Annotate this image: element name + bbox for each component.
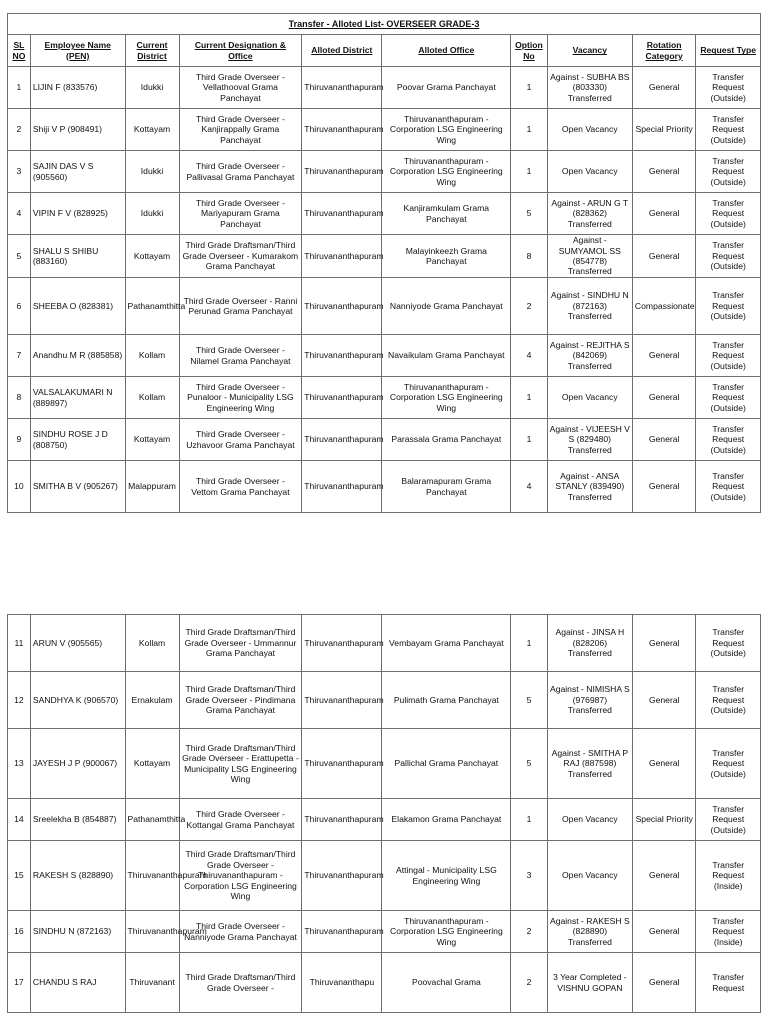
sl-no-header: SL NO: [8, 35, 31, 67]
employee-name-cell: SHALU S SHIBU (883160): [30, 235, 125, 278]
table-row: [8, 953, 761, 1013]
alloted-district-cell: Thiruvananthapuram: [302, 729, 382, 799]
current-district-cell: Kottayam: [125, 109, 179, 151]
employee-name-cell: VALSALAKUMARI N (889897): [30, 377, 125, 419]
table-row: [8, 672, 761, 729]
table-row: [8, 278, 761, 335]
current-designation-header: Current Designation & Office: [179, 35, 302, 67]
rotation-category-cell: General: [633, 841, 696, 911]
rotation-category-cell: General: [633, 911, 696, 953]
table-row: [8, 419, 761, 461]
option-no-cell: 1: [511, 419, 547, 461]
employee-name-cell: SHEEBA O (828381): [30, 278, 125, 335]
alloted-district-cell: Thiruvananthapuram: [302, 193, 382, 235]
alloted-district-cell: Thiruvananthapuram: [302, 799, 382, 841]
current-designation-cell: Third Grade Overseer - Nilamel Grama Panchayat: [179, 335, 302, 377]
employee-name-cell: LIJIN F (833576): [30, 67, 125, 109]
current-designation-cell: Third Grade Overseer - Pallivasal Grama Panchayat: [179, 151, 302, 193]
sl-no-cell: 14: [8, 799, 31, 841]
sl-no-cell: 16: [8, 911, 31, 953]
rotation-category-cell: Special Priority: [633, 799, 696, 841]
request-type-cell: Transfer Request (Outside): [696, 193, 761, 235]
rotation-category-cell: General: [632, 193, 695, 235]
vacancy-cell: Against - SINDHU N (872163) Transferred: [547, 278, 632, 335]
table-row: [8, 377, 761, 419]
current-designation-cell: Third Grade Overseer - Uzhavoor Grama Panchayat: [179, 419, 302, 461]
rotation-category-header: Rotation Category: [632, 35, 695, 67]
alloted-district-cell: Thiruvananthapuram: [302, 461, 382, 513]
alloted-district-cell: Thiruvananthapu: [302, 953, 382, 1013]
rotation-category-cell: Special Priority: [632, 109, 695, 151]
allotment-table-1: [7, 13, 761, 513]
current-designation-cell: Third Grade Overseer - Mariyapuram Grama Panchayat: [179, 193, 302, 235]
alloted-district-header: Alloted District: [302, 35, 382, 67]
request-type-cell: Transfer Request (Outside): [696, 151, 761, 193]
vacancy-cell: Open Vacancy: [547, 377, 632, 419]
alloted-office-cell: Thiruvananthapuram - Corporation LSG Engineering Wing: [382, 109, 511, 151]
rotation-category-cell: General: [632, 461, 695, 513]
rotation-category-cell: General: [632, 335, 695, 377]
current-district-cell: Pathanamthitta: [125, 278, 179, 335]
employee-name-cell: SINDHU N (872163): [30, 911, 125, 953]
employee-name-cell: Sreelekha B (854887): [30, 799, 125, 841]
vacancy-cell: 3 Year Completed - VISHNU GOPAN: [547, 953, 632, 1013]
option-no-cell: 3: [511, 841, 547, 911]
alloted-district-cell: Thiruvananthapuram: [302, 672, 382, 729]
rotation-category-cell: General: [632, 151, 695, 193]
alloted-office-cell: Vembayam Grama Panchayat: [382, 615, 511, 672]
table-body-2: [8, 615, 761, 1013]
request-type-cell: Transfer Request (Outside): [696, 377, 761, 419]
alloted-district-cell: Thiruvananthapuram: [302, 235, 382, 278]
sl-no-cell: 2: [8, 109, 31, 151]
current-designation-cell: Third Grade Draftsman/Third Grade Overseer -: [179, 953, 302, 1013]
employee-name-cell: JAYESH J P (900067): [30, 729, 125, 799]
table-row: [8, 461, 761, 513]
alloted-district-cell: Thiruvananthapuram: [302, 151, 382, 193]
employee-name-cell: Shiji V P (908491): [30, 109, 125, 151]
current-district-cell: Idukki: [125, 67, 179, 109]
option-no-header: Option No: [511, 35, 547, 67]
current-district-cell: Malappuram: [125, 461, 179, 513]
current-designation-cell: Third Grade Draftsman/Third Grade Overseer - Pindimana Grama Panchayat: [179, 672, 302, 729]
sl-no-cell: 12: [8, 672, 31, 729]
sl-no-cell: 17: [8, 953, 31, 1013]
table-row: [8, 235, 761, 278]
option-no-cell: 4: [511, 335, 547, 377]
vacancy-cell: Against - VIJEESH V S (829480) Transferred: [547, 419, 632, 461]
vacancy-cell: Open Vacancy: [547, 151, 632, 193]
sl-no-cell: 3: [8, 151, 31, 193]
current-designation-cell: Third Grade Overseer - Kanjirappally Grama Panchayat: [179, 109, 302, 151]
current-district-cell: Kottayam: [125, 729, 179, 799]
sl-no-cell: 1: [8, 67, 31, 109]
employee-name-cell: SAJIN DAS V S (905560): [30, 151, 125, 193]
option-no-cell: 1: [511, 67, 547, 109]
vacancy-cell: Against - SUMYAMOL SS (854778) Transferred: [547, 235, 632, 278]
header-row: [8, 35, 761, 67]
current-designation-cell: Third Grade Overseer - Punaloor - Municipality LSG Engineering Wing: [179, 377, 302, 419]
alloted-office-cell: Navaikulam Grama Panchayat: [382, 335, 511, 377]
alloted-office-cell: Balaramapuram Grama Panchayat: [382, 461, 511, 513]
request-type-cell: Transfer Request (Inside): [696, 911, 761, 953]
table-row: [8, 193, 761, 235]
option-no-cell: 2: [511, 953, 547, 1013]
vacancy-cell: Against - SMITHA P RAJ (887598) Transferred: [547, 729, 632, 799]
table-row: [8, 841, 761, 911]
current-district-cell: Thiruvananthapuram: [125, 841, 179, 911]
employee-name-cell: RAKESH S (828890): [30, 841, 125, 911]
alloted-office-header: Alloted Office: [382, 35, 511, 67]
sl-no-cell: 5: [8, 235, 31, 278]
request-type-header: Request Type: [696, 35, 761, 67]
table-title: Transfer - Alloted List- OVERSEER GRADE-3: [8, 14, 761, 35]
request-type-cell: Transfer Request (Outside): [696, 461, 761, 513]
current-designation-cell: Third Grade Draftsman/Third Grade Overseer - Thiruvananthapuram - Corporation LSG Engineering Wing: [179, 841, 302, 911]
current-district-cell: Ernakulam: [125, 672, 179, 729]
alloted-office-cell: Nanniyode Grama Panchayat: [382, 278, 511, 335]
vacancy-cell: Against - JINSA H (828206) Transferred: [547, 615, 632, 672]
sl-no-cell: 13: [8, 729, 31, 799]
alloted-office-cell: Pallichal Grama Panchayat: [382, 729, 511, 799]
option-no-cell: 5: [511, 729, 547, 799]
current-district-cell: Kottayam: [125, 419, 179, 461]
vacancy-header: Vacancy: [547, 35, 632, 67]
alloted-office-cell: Pulimath Grama Panchayat: [382, 672, 511, 729]
current-designation-cell: Third Grade Draftsman/Third Grade Overseer - Ummannur Grama Panchayat: [179, 615, 302, 672]
sl-no-cell: 4: [8, 193, 31, 235]
alloted-district-cell: Thiruvananthapuram: [302, 67, 382, 109]
alloted-office-cell: Malayinkeezh Grama Panchayat: [382, 235, 511, 278]
option-no-cell: 1: [511, 615, 547, 672]
current-district-cell: Kollam: [125, 615, 179, 672]
table-row: [8, 911, 761, 953]
rotation-category-cell: General: [633, 729, 696, 799]
alloted-office-cell: Kanjiramkulam Grama Panchayat: [382, 193, 511, 235]
option-no-cell: 4: [511, 461, 547, 513]
alloted-district-cell: Thiruvananthapuram: [302, 278, 382, 335]
rotation-category-cell: General: [632, 67, 695, 109]
current-district-cell: Kollam: [125, 377, 179, 419]
current-designation-cell: Third Grade Overseer - Vettom Grama Panchayat: [179, 461, 302, 513]
request-type-cell: Transfer Request (Inside): [696, 841, 761, 911]
rotation-category-cell: General: [632, 235, 695, 278]
request-type-cell: Transfer Request (Outside): [696, 729, 761, 799]
table-row: [8, 151, 761, 193]
current-district-cell: Pathanamthitta: [125, 799, 179, 841]
alloted-district-cell: Thiruvananthapuram: [302, 841, 382, 911]
rotation-category-cell: General: [633, 672, 696, 729]
employee-name-cell: CHANDU S RAJ: [30, 953, 125, 1013]
vacancy-cell: Open Vacancy: [547, 799, 632, 841]
table-row: [8, 109, 761, 151]
current-designation-cell: Third Grade Draftsman/Third Grade Overseer - Erattupetta - Municipality LSG Engineering Wing: [179, 729, 302, 799]
sl-no-cell: 11: [8, 615, 31, 672]
current-district-cell: Kollam: [125, 335, 179, 377]
request-type-cell: Transfer Request (Outside): [696, 672, 761, 729]
allotment-table-2: [7, 614, 761, 1013]
alloted-office-cell: Parassala Grama Panchayat: [382, 419, 511, 461]
vacancy-cell: Against - ARUN G T (828362) Transferred: [547, 193, 632, 235]
request-type-cell: Transfer Request (Outside): [696, 615, 761, 672]
employee-name-header: Employee Name (PEN): [30, 35, 125, 67]
option-no-cell: 8: [511, 235, 547, 278]
alloted-office-cell: Thiruvananthapuram - Corporation LSG Engineering Wing: [382, 151, 511, 193]
table-row: [8, 67, 761, 109]
alloted-office-cell: Poovar Grama Panchayat: [382, 67, 511, 109]
alloted-office-cell: Poovachal Grama: [382, 953, 511, 1013]
option-no-cell: 2: [511, 278, 547, 335]
vacancy-cell: Open Vacancy: [547, 109, 632, 151]
table-row: [8, 729, 761, 799]
option-no-cell: 5: [511, 672, 547, 729]
request-type-cell: Transfer Request (Outside): [696, 278, 761, 335]
current-district-cell: Thiruvananthapuram: [125, 911, 179, 953]
vacancy-cell: Against - REJITHA S (842069) Transferred: [547, 335, 632, 377]
employee-name-cell: SINDHU ROSE J D (808750): [30, 419, 125, 461]
employee-name-cell: SMITHA B V (905267): [30, 461, 125, 513]
alloted-office-cell: Thiruvananthapuram - Corporation LSG Engineering Wing: [382, 911, 511, 953]
current-district-header: Current District: [125, 35, 179, 67]
alloted-office-cell: Thiruvananthapuram - Corporation LSG Engineering Wing: [382, 377, 511, 419]
vacancy-cell: Against - NIMISHA S (976987) Transferred: [547, 672, 632, 729]
current-designation-cell: Third Grade Draftsman/Third Grade Overseer - Kumarakom Grama Panchayat: [179, 235, 302, 278]
rotation-category-cell: General: [633, 953, 696, 1013]
option-no-cell: 1: [511, 799, 547, 841]
option-no-cell: 1: [511, 151, 547, 193]
request-type-cell: Transfer Request (Outside): [696, 67, 761, 109]
request-type-cell: Transfer Request (Outside): [696, 335, 761, 377]
rotation-category-cell: General: [632, 377, 695, 419]
table-row: [8, 615, 761, 672]
sl-no-cell: 15: [8, 841, 31, 911]
rotation-category-cell: Compassionate: [632, 278, 695, 335]
employee-name-cell: SANDHYA K (906570): [30, 672, 125, 729]
employee-name-cell: ARUN V (905565): [30, 615, 125, 672]
alloted-district-cell: Thiruvananthapuram: [302, 377, 382, 419]
vacancy-cell: Against - SUBHA BS (803330) Transferred: [547, 67, 632, 109]
employee-name-cell: VIPIN F V (828925): [30, 193, 125, 235]
current-district-cell: Idukki: [125, 151, 179, 193]
current-designation-cell: Third Grade Overseer - Kottangal Grama Panchayat: [179, 799, 302, 841]
vacancy-cell: Against - ANSA STANLY (839490) Transferred: [547, 461, 632, 513]
table-row: [8, 799, 761, 841]
current-designation-cell: Third Grade Overseer - Nanniyode Grama Panchayat: [179, 911, 302, 953]
alloted-district-cell: Thiruvananthapuram: [302, 335, 382, 377]
current-district-cell: Kottayam: [125, 235, 179, 278]
employee-name-cell: Anandhu M R (885858): [30, 335, 125, 377]
current-district-cell: Thiruvanant: [125, 953, 179, 1013]
sl-no-cell: 10: [8, 461, 31, 513]
current-district-cell: Idukki: [125, 193, 179, 235]
request-type-cell: Transfer Request (Outside): [696, 235, 761, 278]
alloted-office-cell: Attingal - Municipality LSG Engineering Wing: [382, 841, 511, 911]
sl-no-cell: 9: [8, 419, 31, 461]
request-type-cell: Transfer Request (Outside): [696, 419, 761, 461]
sl-no-cell: 7: [8, 335, 31, 377]
alloted-district-cell: Thiruvananthapuram: [302, 109, 382, 151]
current-designation-cell: Third Grade Overseer - Ranni Perunad Grama Panchayat: [179, 278, 302, 335]
option-no-cell: 1: [511, 109, 547, 151]
sl-no-cell: 8: [8, 377, 31, 419]
option-no-cell: 1: [511, 377, 547, 419]
vacancy-cell: Open Vacancy: [547, 841, 632, 911]
current-designation-cell: Third Grade Overseer - Vellathooval Grama Panchayat: [179, 67, 302, 109]
request-type-cell: Transfer Request (Outside): [696, 109, 761, 151]
option-no-cell: 2: [511, 911, 547, 953]
alloted-district-cell: Thiruvananthapuram: [302, 615, 382, 672]
alloted-district-cell: Thiruvananthapuram: [302, 911, 382, 953]
table-body-1: [8, 67, 761, 513]
request-type-cell: Transfer Request: [696, 953, 761, 1013]
rotation-category-cell: General: [633, 615, 696, 672]
table-row: [8, 335, 761, 377]
sl-no-cell: 6: [8, 278, 31, 335]
alloted-district-cell: Thiruvananthapuram: [302, 419, 382, 461]
request-type-cell: Transfer Request (Outside): [696, 799, 761, 841]
rotation-category-cell: General: [632, 419, 695, 461]
option-no-cell: 5: [511, 193, 547, 235]
alloted-office-cell: Elakamon Grama Panchayat: [382, 799, 511, 841]
vacancy-cell: Against - RAKESH S (828890) Transferred: [547, 911, 632, 953]
